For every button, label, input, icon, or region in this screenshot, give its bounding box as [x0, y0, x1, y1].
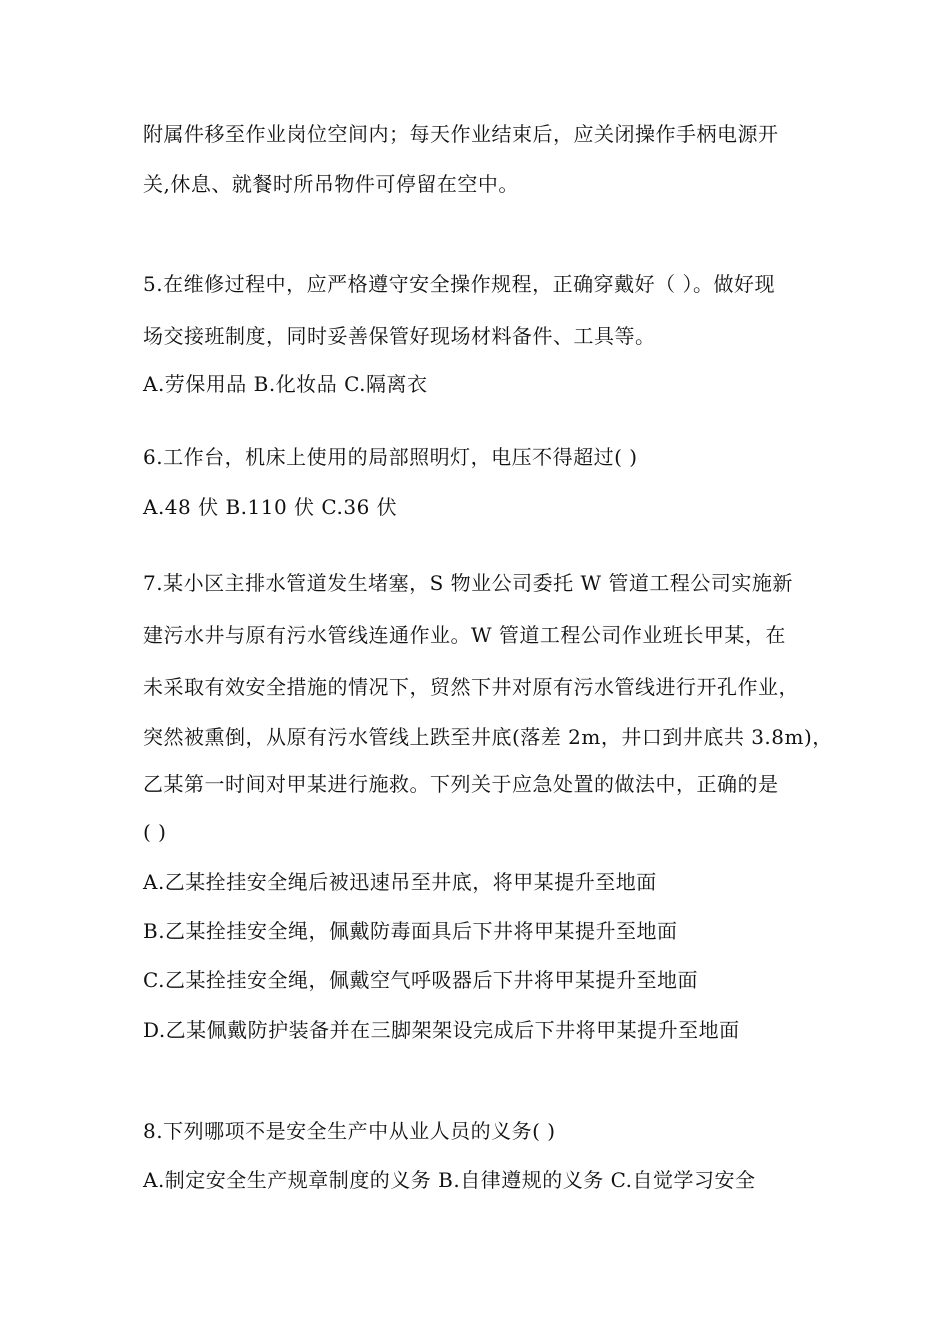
question-7-stem-cont: 乙某第一时间对甲某进行施救。下列关于应急处置的做法中，正确的是 — [143, 772, 779, 796]
question-7-stem-cont: 未采取有效安全措施的情况下，贸然下井对原有污水管线进行开孔作业， — [143, 675, 799, 699]
question-7-option-c: C.乙某拴挂安全绳，佩戴空气呼吸器后下井将甲某提升至地面 — [143, 968, 698, 992]
question-8-options: A.制定安全生产规章制度的义务 B.自律遵规的义务 C.自觉学习安全 — [143, 1168, 756, 1192]
question-7-stem: 7.某小区主排水管道发生堵塞，S 物业公司委托 W 管道工程公司实施新 — [143, 571, 793, 595]
question-5-options: A.劳保用品 B.化妆品 C.隔离衣 — [143, 372, 428, 396]
question-6-options: A.48 伏 B.110 伏 C.36 伏 — [143, 495, 398, 519]
question-8-stem: 8.下列哪项不是安全生产中从业人员的义务( ) — [143, 1119, 556, 1143]
text-line: 附属件移至作业岗位空间内；每天作业结束后，应关闭操作手柄电源开 — [143, 122, 779, 146]
question-7-blank: ( ) — [143, 820, 167, 844]
question-7-option-d: D.乙某佩戴防护装备并在三脚架架设完成后下井将甲某提升至地面 — [143, 1018, 740, 1042]
question-7-option-b: B.乙某拴挂安全绳，佩戴防毒面具后下井将甲某提升至地面 — [143, 919, 678, 943]
question-7-option-a: A.乙某拴挂安全绳后被迅速吊至井底，将甲某提升至地面 — [143, 870, 657, 894]
question-7-stem-cont: 突然被熏倒，从原有污水管线上跌至井底(落差 2m，井口到井底共 3.8m)， — [143, 725, 833, 749]
question-5-stem: 5.在维修过程中，应严格遵守安全操作规程，正确穿戴好（ ）。做好现 — [143, 272, 775, 296]
question-6-stem: 6.工作台，机床上使用的局部照明灯，电压不得超过( ) — [143, 445, 638, 469]
question-5-stem-cont: 场交接班制度，同时妥善保管好现场材料备件、工具等。 — [143, 324, 656, 348]
question-7-stem-cont: 建污水井与原有污水管线连通作业。W 管道工程公司作业班长甲某，在 — [143, 623, 786, 647]
text-line: 关,休息、就餐时所吊物件可停留在空中。 — [143, 172, 519, 196]
